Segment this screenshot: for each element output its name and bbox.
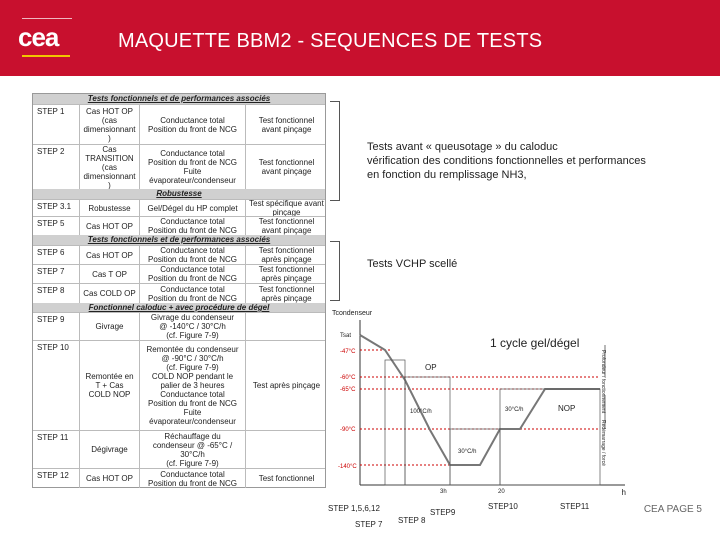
measure-cell: Conductance total Position du front de NCG	[139, 265, 245, 283]
note-caloduc: Tests avant « queusotage » du caloduc vérification des conditions fonctionnelles et performances en fonction du remplissage NH3,	[367, 141, 646, 181]
x-tick-label: 20	[498, 489, 505, 495]
step-label: STEP 7	[355, 520, 383, 529]
measure-cell: Gel/Dégel du HP complet	[139, 200, 245, 216]
measure-cell: Conductance total Position du front de NCG	[139, 284, 245, 303]
measure-cell: Conductance total Position du front de NCG	[139, 469, 245, 488]
test-cell: Test fonctionnel avant pinçage	[245, 105, 327, 144]
y-tick-label: Tsat	[340, 333, 352, 339]
config-cell: Remontée en T + Cas COLD NOP	[79, 341, 139, 430]
y-tick-label: -90°C	[340, 427, 356, 433]
test-sequence-table	[32, 93, 326, 488]
table-row	[33, 245, 325, 264]
step-label: STEP 1,5,6,12	[328, 504, 380, 513]
step-cell: STEP 9	[37, 315, 65, 324]
config-cell: Cas HOT OP (cas dimensionnant )	[79, 105, 139, 144]
test-cell	[245, 313, 327, 340]
section-header: Tests fonctionnels et de performances associés	[33, 94, 325, 104]
test-cell: Test fonctionnel après pinçage	[245, 246, 327, 264]
config-cell: Cas COLD OP	[79, 284, 139, 303]
chart-label: OP	[425, 363, 437, 372]
table-row	[33, 312, 325, 340]
test-cell: Test fonctionnel après pinçage	[245, 265, 327, 283]
table-row	[33, 104, 325, 144]
brand-line	[22, 18, 72, 19]
page-title: MAQUETTE BBM2 - SEQUENCES DE TESTS	[118, 30, 543, 52]
table-row	[33, 430, 325, 468]
section-header: Tests fonctionnels et de performances associés	[33, 235, 325, 245]
step-label: STEP9	[430, 508, 456, 517]
bracket-caloduc	[330, 101, 340, 201]
chart-label: 30°C/h	[458, 449, 477, 455]
x-axis-label: h	[621, 488, 626, 497]
bracket-vchp	[330, 241, 340, 301]
y-axis-label: Tcondenseur	[332, 310, 373, 317]
step-region	[385, 360, 405, 485]
note-gel: 1 cycle gel/dégel	[490, 336, 580, 350]
table-row	[33, 468, 325, 488]
step-cell: STEP 2	[37, 147, 65, 156]
measure-cell: Remontée du condenseur @ -90°C / 30°C/h (cf. Figure 7-9) COLD NOP pendant le palier de 3 heures Conductance total Position du front de NCG Fuite évaporateur/condenseur	[139, 341, 245, 430]
config-cell: Cas HOT OP	[79, 217, 139, 235]
step-cell: STEP 11	[37, 433, 69, 442]
config-cell: Cas TRANSITION (cas dimensionnant )	[79, 145, 139, 189]
measure-cell: Conductance total Position du front de NCG	[139, 105, 245, 144]
test-cell: Test fonctionnel	[245, 469, 327, 488]
test-cell: Test fonctionnel avant pinçage	[245, 217, 327, 235]
step-cell: STEP 6	[37, 248, 65, 257]
table-row	[33, 216, 325, 235]
header-band	[0, 0, 720, 76]
measure-cell: Conductance total Position du front de NCG	[139, 246, 245, 264]
y-tick-label: -47°C	[340, 349, 356, 355]
measure-cell: Givrage du condenseur @ -140°C / 30°C/h (cf. Figure 7-9)	[139, 313, 245, 340]
x-tick-label: 3h	[440, 489, 447, 495]
y-tick-label: -140°C	[338, 464, 357, 470]
test-cell	[245, 431, 327, 468]
step-cell: STEP 8	[37, 286, 65, 295]
step-region	[450, 429, 500, 485]
y-tick-label: -65°C	[340, 387, 356, 393]
test-cell: Test spécifique avant pinçage	[245, 200, 327, 216]
chart-label: NOP	[558, 404, 576, 413]
note-vchp: Tests VCHP scellé	[367, 258, 458, 270]
table-row	[33, 199, 325, 216]
config-cell: Dégivrage	[79, 431, 139, 468]
y-tick-label: -60°C	[340, 375, 356, 381]
step-cell: STEP 1	[37, 107, 65, 116]
logo-underline	[22, 55, 70, 57]
section-header: Fonctionnel caloduc + avec procédure de dégel	[33, 303, 325, 312]
table-row	[33, 144, 325, 189]
measure-cell: Réchauffage du condenseur @ -65°C / 30°C/h (cf. Figure 7-9)	[139, 431, 245, 468]
table-row	[33, 340, 325, 430]
step-cell: STEP 12	[37, 471, 69, 480]
temperature-cycle-chart	[330, 305, 630, 510]
table-row	[33, 283, 325, 303]
config-cell: Cas HOT OP	[79, 246, 139, 264]
config-cell: Robustesse	[79, 200, 139, 216]
table-row	[33, 264, 325, 283]
temperature-profile-line	[360, 335, 600, 465]
chart-label: Redémarrage / forcé	[600, 420, 606, 466]
step-label: STEP11	[560, 502, 590, 511]
cea-logo: cea	[18, 22, 59, 52]
test-cell: Test fonctionnel après pinçage	[245, 284, 327, 303]
config-cell: Cas T OP	[79, 265, 139, 283]
step-region	[500, 389, 600, 485]
chart-label: 100°C/h	[410, 409, 432, 415]
step-cell: STEP 5	[37, 219, 65, 228]
step-cell: STEP 3.1	[37, 202, 72, 211]
chart-label: Profondeur / fonctionnement	[600, 350, 606, 414]
section-header: Robustesse	[33, 189, 325, 199]
measure-cell: Conductance total Position du front de NCG Fuite évaporateur/condenseur	[139, 145, 245, 189]
step-cell: STEP 10	[37, 343, 69, 352]
config-cell: Givrage	[79, 313, 139, 340]
config-cell: Cas HOT OP	[79, 469, 139, 488]
page-footer: CEA PAGE 5	[643, 504, 702, 515]
test-cell: Test fonctionnel avant pinçage	[245, 145, 327, 189]
test-cell: Test après pinçage	[245, 341, 327, 430]
step-label: STEP 8	[398, 516, 426, 525]
measure-cell: Conductance total Position du front de NCG	[139, 217, 245, 235]
step-label: STEP10	[488, 502, 518, 511]
chart-label: 30°C/h	[505, 407, 524, 413]
step-cell: STEP 7	[37, 267, 65, 276]
